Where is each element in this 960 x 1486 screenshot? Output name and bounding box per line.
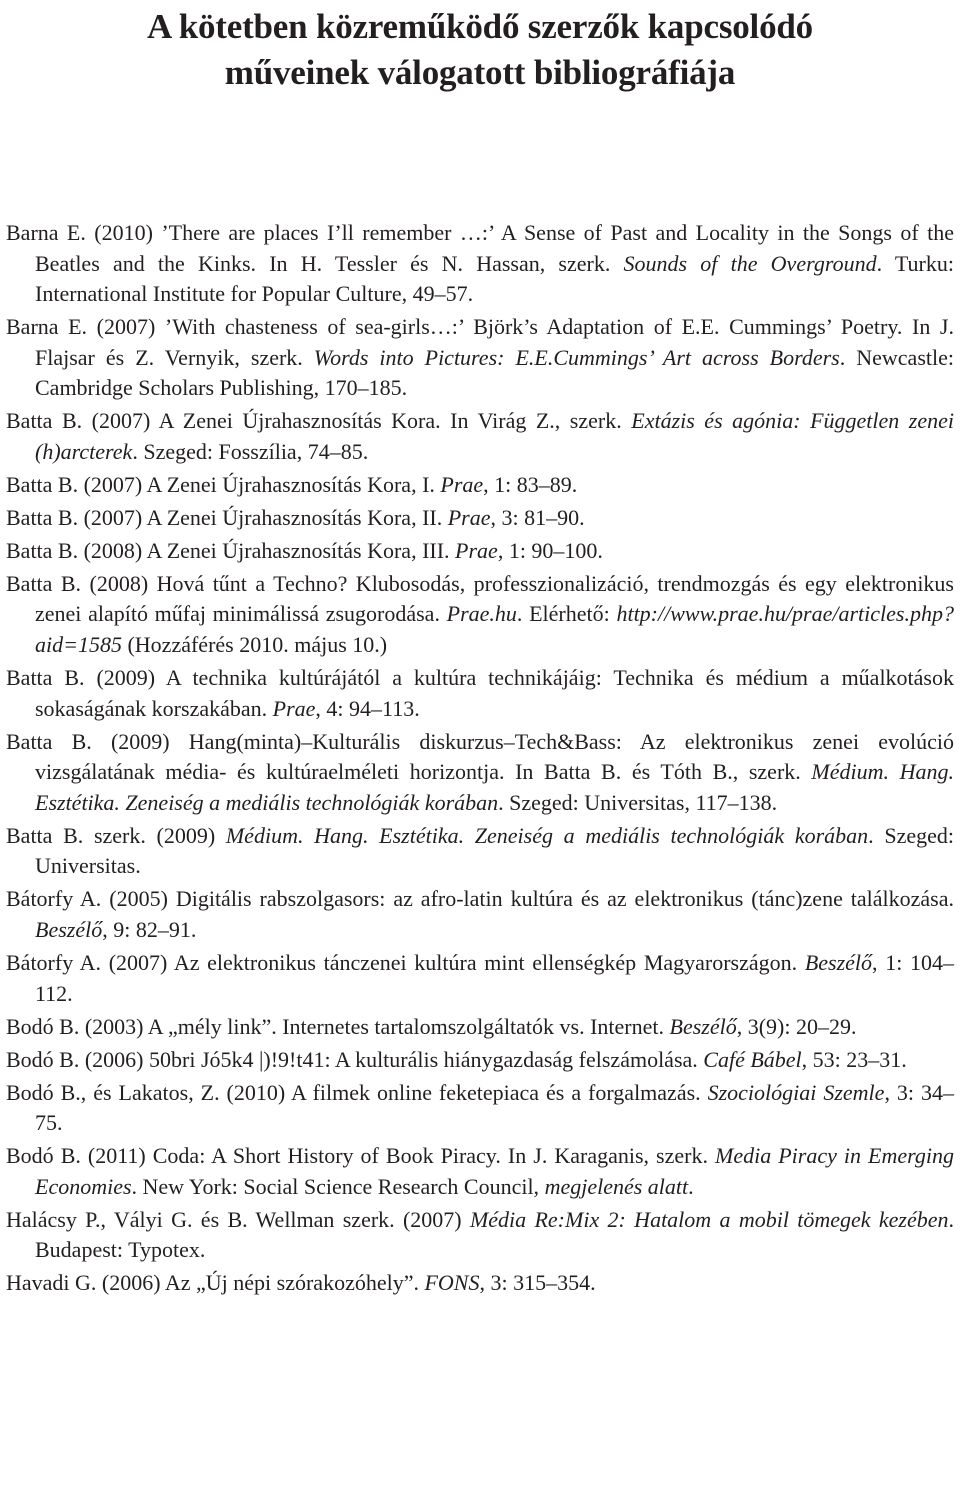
- bibliography-entry: [6, 536, 954, 567]
- entry-italic-text: megjelenés alatt: [544, 1173, 689, 1199]
- bibliography-entry: [6, 503, 954, 534]
- entry-text: , 3: 315–354.: [479, 1270, 596, 1296]
- entry-italic-text: Beszélő: [669, 1013, 737, 1039]
- entry-text: Batta B. (2008) Hová tűnt a Techno? Klubosodás, professzionalizáció, trendmozgás és egy elektronikus zenei alapító műfaj minimálissá zsugorodása.: [6, 570, 954, 627]
- entry-text: .: [688, 1173, 694, 1199]
- bibliography-entry: [6, 727, 954, 819]
- bibliography-entry: [6, 1205, 954, 1266]
- bibliography-entry: [6, 1045, 954, 1076]
- entry-italic-text: Prae.hu: [446, 601, 517, 627]
- entry-text: Bodó B. (2003) A „mély link”. Internetes tartalomszolgáltatók vs. Internet.: [6, 1013, 670, 1039]
- entry-italic-text: Prae: [455, 537, 498, 563]
- bibliography-entry: [6, 218, 954, 310]
- entry-text: , 1: 90–100.: [497, 537, 603, 563]
- bibliography-entry: [6, 663, 954, 724]
- entry-text: Barna E. (2010) ’There are places I’ll remember …:’ A Sense of Past and Locality in the Songs of the Beatles and the Kinks. In H. Tessler és N. Hassan, szerk.: [6, 220, 954, 276]
- bibliography-entry: [6, 470, 954, 501]
- entry-text: Batta B. (2009) A technika kultúrájától a kultúra technikájáig: Technika és médium a műalkotások sokaságának korszakában.: [6, 665, 954, 721]
- entry-italic-text: Médium. Hang. Esztétika. Zeneiség a mediális technológiák korában: [35, 759, 954, 815]
- entry-italic-text: FONS: [424, 1270, 480, 1296]
- entry-text: Havadi G. (2006) Az „Új népi szórakozóhely”.: [6, 1270, 425, 1296]
- entry-text: , 4: 94–113.: [315, 695, 420, 721]
- entry-text: . Newcastle: Cambridge Scholars Publishing, 170–185.: [35, 344, 954, 401]
- entry-text: Bátorfy A. (2005) Digitális rabszolgasors: az afro-latin kultúra és az elektronikus (tánc)zene találkozása.: [6, 886, 954, 912]
- entry-italic-text: Prae: [447, 504, 491, 530]
- entry-italic-text: Beszélő: [804, 949, 873, 975]
- page-title-line-2: műveinek válogatott bibliográfiája: [224, 53, 736, 92]
- bibliography-entry: [6, 1078, 954, 1139]
- entry-text: Batta B. (2007) A Zenei Újrahasznosítás Kora. In Virág Z., szerk.: [6, 408, 632, 434]
- entry-text: , 1: 83–89.: [483, 471, 578, 497]
- entry-italic-text: Sounds of the Overground: [623, 250, 877, 276]
- entry-text: Bodó B. (2011) Coda: A Short History of Book Piracy. In J. Karaganis, szerk.: [6, 1143, 716, 1169]
- entry-text: Bodó B., és Lakatos, Z. (2010) A filmek online feketepiaca és a forgalmazás.: [6, 1079, 708, 1105]
- bibliography-entry: [6, 1012, 954, 1043]
- entry-text: . Turku: International Institute for Popular Culture, 49–57.: [35, 250, 954, 307]
- page-title: [6, 0, 954, 96]
- entry-text: . Szeged: Universitas, 117–138.: [498, 789, 778, 815]
- page-title-line-1: A kötetben közreműködő szerzők kapcsolódó: [147, 7, 813, 46]
- entry-italic-text: Szociológiai Szemle: [707, 1079, 885, 1105]
- entry-text: Bodó B. (2006) 50bri Jó5k4 |)!9!t41: A kulturális hiánygazdaság felszámolása.: [6, 1046, 704, 1072]
- entry-text: Bátorfy A. (2007) Az elektronikus tánczenei kultúra mint ellenségkép Magyarországon.: [6, 949, 805, 975]
- entry-italic-text: Media Piracy in Emerging Economies: [35, 1143, 955, 1199]
- entry-italic-text: Prae: [440, 471, 484, 497]
- entry-text: Barna E. (2007) ’With chasteness of sea-girls…:’ Björk’s Adaptation of E.E. Cummings’ Poetry. In J. Flajsar és Z. Vernyik, szerk.: [6, 314, 954, 370]
- entry-text: Batta B. (2008) A Zenei Újrahasznosítás Kora, III.: [6, 537, 456, 563]
- entry-text: Halácsy P., Vályi G. és B. Wellman szerk. (2007): [6, 1206, 470, 1232]
- entry-italic-text: Words into Pictures: E.E.Cummings’ Art across Borders: [313, 344, 840, 370]
- bibliography-entry: [6, 821, 954, 882]
- entry-italic-text: Prae: [272, 695, 316, 721]
- entry-italic-text: Café Bábel: [703, 1046, 802, 1072]
- entry-text: Batta B. (2007) A Zenei Újrahasznosítás Kora, I.: [6, 471, 441, 497]
- entry-text: . Szeged: Universitas.: [35, 822, 954, 879]
- entry-text: . Szeged: Fosszília, 74–85.: [132, 438, 369, 464]
- entry-text: , 53: 23–31.: [801, 1046, 907, 1072]
- entry-text: (Hozzáférés 2010. május 10.): [121, 632, 388, 658]
- bibliography-entry: [6, 1141, 954, 1202]
- entry-text: , 1: 104–112.: [35, 949, 954, 1006]
- bibliography-entry: [6, 948, 954, 1009]
- bibliography-entry: [6, 312, 954, 404]
- entry-text: Batta B. (2007) A Zenei Újrahasznosítás Kora, II.: [6, 504, 448, 530]
- entry-text: . Elérhető:: [516, 601, 617, 627]
- bibliography-entry: [6, 884, 954, 945]
- entry-italic-text: Médium. Hang. Esztétika. Zeneiség a mediális technológiák korában: [225, 822, 869, 848]
- entry-text: . New York: Social Science Research Council,: [131, 1173, 545, 1199]
- entry-text: , 9: 82–91.: [102, 916, 197, 942]
- entry-text: , 3(9): 20–29.: [736, 1013, 857, 1039]
- entry-text: , 3: 81–90.: [490, 504, 585, 530]
- entry-text: Batta B. szerk. (2009): [6, 822, 226, 848]
- bibliography-entry: [6, 1268, 954, 1299]
- bibliography-entry: [6, 406, 954, 467]
- entry-text: . Budapest: Typotex.: [35, 1206, 954, 1263]
- entry-text: Batta B. (2009) Hang(minta)–Kulturális diskurzus–Tech&Bass: Az elektronikus zenei evolúció vizsgálatának média- és kultúraelméleti horizontja. In Batta B. és Tóth B., szerk.: [6, 728, 954, 785]
- bibliography-entry: [6, 569, 954, 661]
- bibliography-list: [6, 218, 954, 1299]
- entry-italic-text: Média Re:Mix 2: Hatalom a mobil tömegek kezében: [469, 1206, 949, 1232]
- entry-italic-text: Beszélő: [35, 916, 103, 942]
- entry-italic-text: Extázis és agónia: Független zenei (h)arcterek: [35, 408, 955, 464]
- entry-text: , 3: 34–75.: [35, 1079, 954, 1136]
- entry-italic-text: http://www.prae.hu/prae/articles.php?aid=1585: [35, 601, 954, 658]
